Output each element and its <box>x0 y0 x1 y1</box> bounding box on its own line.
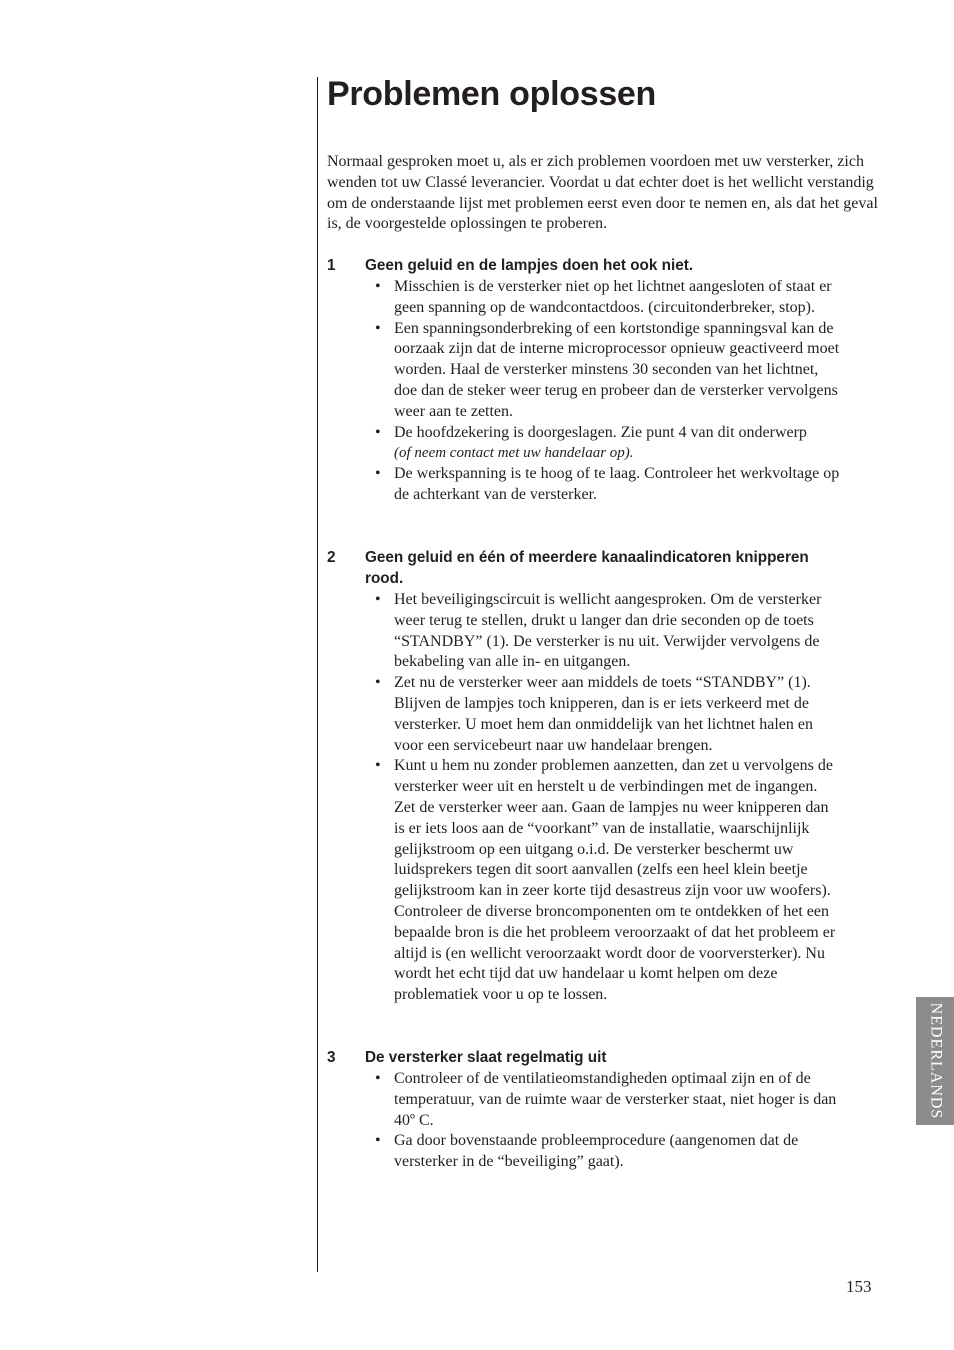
dealer-note: (of neem contact met uw handelaar op). <box>394 445 634 462</box>
item-number: 2 <box>327 549 336 566</box>
bullet-icon: • <box>375 465 381 483</box>
list-item: • Misschien is de versterker niet op het lichtnet aangesloten of staat er geen spanning op de wandcontactdoos. (circuitonderbreker, stop). <box>375 278 832 316</box>
bullet-icon: • <box>375 319 381 337</box>
list-item: • Ga door bovenstaande probleemprocedure (aangenomen dat de versterker in de “beveiliging” gaat). <box>375 1132 799 1171</box>
item-1-heading <box>327 256 847 277</box>
item-heading-text: Geen geluid en de lampjes doen het ook niet. <box>365 257 694 274</box>
item-3-bullets <box>372 1069 842 1173</box>
list-item: • Kunt u hem nu zonder problemen aanzetten, dan zet u vervolgens de versterker weer uit en herstelt u de verbindingen met de ingangen. Zet de versterker weer aan. Gaan de lampjes nu weer knipperen dan is er iets loos aan de “voorkant” van de installatie, waarschijnlijk gelijkstroom op een uitgang o.i.d. De versterker beschermt uw luidsprekers tegen dit soort aanvallen (zelfs een heel klein beetje gelijkstroom kan in zeer korte tijd desastreus zijn voor uw woofers). Controleer de diverse broncomponenten om te ontdekken of het een bepaalde bron is die het probleem veroorzaakt of dat het probleem er altijd is (en wellicht veroorzaakt wordt door de voorversterker). Nu wordt het echt tijd dat uw handelaar u komt helpen om deze problematiek voor u op te lossen. <box>375 757 836 1004</box>
intro-paragraph: Normaal gesproken moet u, als er zich problemen voordoen met uw versterker, zich wenden tot uw Classé leverancier. Voordat u dat echter doet is het wellicht verstandig om de onderstaande lijst met problemen eerst even door te nemen en, als dat het geval is, de voorgestelde oplossingen te proberen. <box>327 153 878 233</box>
bullet-icon: • <box>375 423 381 441</box>
language-tab-label: NEDERLANDS <box>927 1002 945 1120</box>
list-item: • Het beveiligingscircuit is wellicht aangesproken. Om de versterker weer terug te stellen, drukt u langer dan drie seconden op de toets “STANDBY” (1). De versterker is nu uit. Verwijder vervolgens de bekabeling van alle in- en uitgangen. <box>375 591 822 671</box>
page-title: Problemen oplossen <box>327 75 657 113</box>
list-item: • De werkspanning is te hoog of te laag. Controleer het werkvoltage op de achterkant van de versterker. <box>375 465 840 503</box>
item-2-bullets <box>372 590 842 1006</box>
list-item: • Een spanningsonderbreking of een kortstondige spanningsval kan de oorzaak zijn dat de interne microprocessor opnieuw geactiveerd moet worden. Haal de versterker minstens 30 seconden van het lichtnet, doe dan de steker weer terug en probeer dan de versterker vervolgens weer aan te zetten. <box>375 319 840 420</box>
item-heading-text: Geen geluid en één of meerdere kanaalindicatoren knipperen rood. <box>365 549 809 587</box>
item-2-heading <box>327 548 847 590</box>
bullet-icon: • <box>375 278 381 295</box>
item-heading-text: De versterker slaat regelmatig uit <box>365 1049 607 1066</box>
bullet-icon: • <box>375 757 381 775</box>
list-item: • Controleer of de ventilatieomstandigheden optimaal zijn en of de temperatuur, van de ruimte waar de versterker staat, niet hoger is dan 40º C. <box>375 1070 837 1129</box>
language-tab <box>916 997 954 1125</box>
bullet-icon: • <box>375 674 381 692</box>
bullet-icon: • <box>375 591 381 608</box>
bullet-icon: • <box>375 1132 381 1150</box>
bullet-icon: • <box>375 1070 381 1087</box>
page-number: 153 <box>846 1277 872 1296</box>
item-number: 3 <box>327 1049 336 1066</box>
item-3-heading <box>327 1048 847 1069</box>
item-1-bullets <box>372 277 842 506</box>
vertical-rule <box>317 77 318 1272</box>
list-item: • De hoofdzekering is doorgeslagen. Zie punt 4 van dit onderwerp (of neem contact met uw handelaar op). <box>372 423 842 465</box>
item-number: 1 <box>327 257 336 274</box>
list-item: • Zet nu de versterker weer aan middels de toets “STANDBY” (1). Blijven de lampjes toch knipperen, dan is er iets verkeerd met de versterker. U moet hem dan onmiddelijk van het lichtnet halen en voor een servicebeurt naar uw handelaar brengen. <box>375 674 813 754</box>
